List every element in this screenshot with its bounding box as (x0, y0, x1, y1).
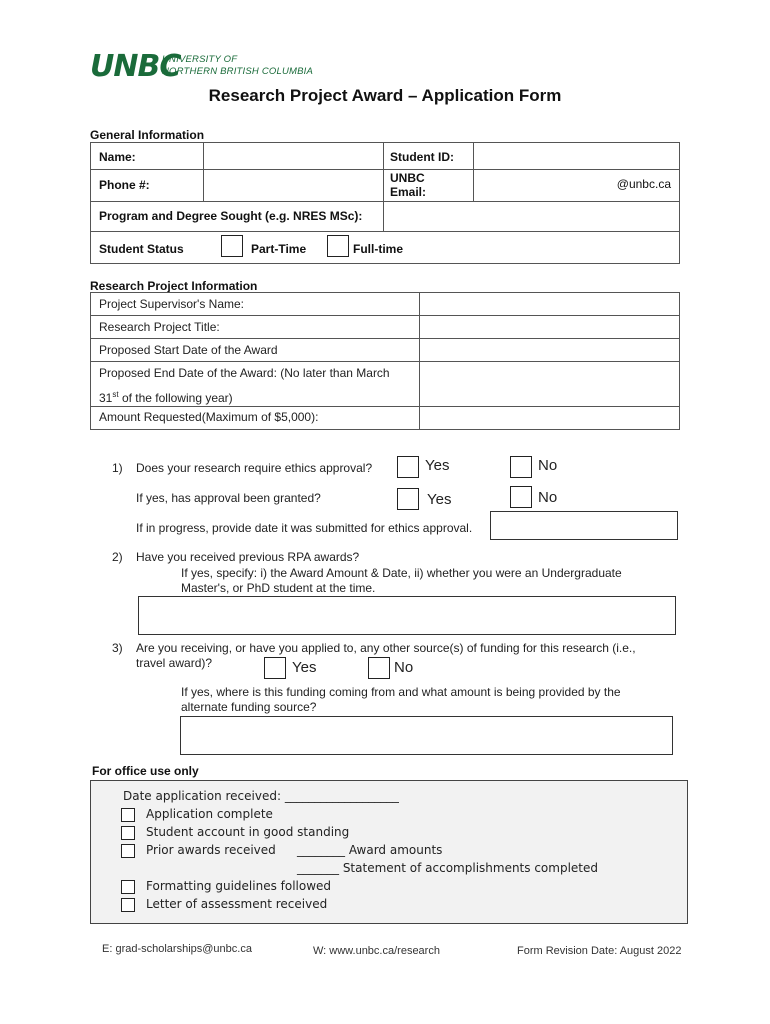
q3-no-label: No (394, 659, 414, 676)
q3-sub-text-2: alternate funding source? (181, 700, 317, 714)
phone-field[interactable] (204, 170, 383, 201)
application-complete-checkbox[interactable] (121, 808, 135, 822)
supervisor-label: Project Supervisor's Name: (99, 297, 245, 311)
q1-sub-text: If yes, has approval been granted? (136, 491, 321, 505)
q1-approved-yes-checkbox[interactable] (397, 488, 419, 510)
date-received-text: Date application received: ___________________ (123, 789, 399, 803)
formatting-checkbox[interactable] (121, 880, 135, 894)
start-date-field[interactable] (420, 339, 679, 361)
student-id-field[interactable] (474, 143, 679, 169)
end-date-field[interactable] (420, 362, 679, 406)
application-complete-label: Application complete (146, 807, 273, 821)
q3-text-2: travel award)? (136, 656, 213, 670)
logo-wordmark (162, 54, 313, 78)
project-title-field[interactable] (420, 316, 679, 338)
q2-text: Have you received previous RPA awards? (136, 550, 360, 564)
name-label: Name: (99, 150, 136, 164)
prior-rpa-field[interactable] (138, 596, 676, 635)
award-amounts-text: ________ Award amounts (297, 843, 443, 857)
name-field[interactable] (204, 143, 383, 169)
student-account-label: Student account in good standing (146, 825, 350, 839)
unbc-logo (90, 50, 330, 88)
statement-text: _______ Statement of accomplishments completed (297, 861, 598, 875)
prior-awards-checkbox[interactable] (121, 844, 135, 858)
q2-sub-text-2: Master's, or PhD student at the time. (181, 581, 376, 595)
other-funding-field[interactable] (180, 716, 673, 755)
logo-mark: UNBC (90, 49, 181, 84)
q2-sub-text-1: If yes, specify: i) the Award Amount & Date, ii) whether you were an Undergraduate (181, 566, 622, 580)
part-time-checkbox[interactable] (221, 235, 243, 257)
ethics-date-field[interactable] (490, 511, 678, 540)
unbc-email-label (390, 171, 426, 199)
program-field[interactable] (384, 202, 679, 231)
end-date-rest: of the following year) (121, 391, 233, 405)
q3-text-1: Are you receiving, or have you applied to, any other source(s) of funding for this research (i.e., (136, 641, 636, 655)
q1-no-checkbox[interactable] (510, 456, 532, 478)
q1-no-label: No (538, 457, 558, 474)
full-time-label: Full-time (353, 242, 403, 256)
program-label: Program and Degree Sought (e.g. NRES MSc): (99, 209, 363, 223)
end-date-num: 31 (99, 391, 113, 405)
email-suffix: @unbc.ca (616, 177, 671, 191)
end-date-sup: st (112, 390, 119, 399)
logo-line-1: UNIVERSITY OF (162, 54, 238, 65)
footer-revision: Form Revision Date: August 2022 (517, 945, 682, 957)
assessment-letter-label: Letter of assessment received (146, 897, 328, 911)
end-date-label-2 (99, 388, 233, 405)
research-info-heading: Research Project Information (90, 279, 258, 293)
q2-number: 2) (112, 550, 123, 564)
supervisor-field[interactable] (420, 293, 679, 315)
amount-field[interactable] (420, 407, 679, 429)
student-status-label: Student Status (99, 242, 184, 256)
full-time-checkbox[interactable] (327, 235, 349, 257)
q3-no-checkbox[interactable] (368, 657, 390, 679)
q1-number: 1) (112, 461, 123, 475)
q3-sub-text-1: If yes, where is this funding coming from and what amount is being provided by the (181, 685, 621, 699)
research-info-table (90, 292, 680, 430)
part-time-label: Part-Time (251, 242, 307, 256)
formatting-label: Formatting guidelines followed (146, 879, 332, 893)
logo-line-2: NORTHERN BRITISH COLUMBIA (162, 66, 314, 77)
q1-approved-yes-label: Yes (427, 491, 452, 508)
unbc-email-label-line2: Email: (390, 185, 427, 199)
q3-yes-checkbox[interactable] (264, 657, 286, 679)
student-account-checkbox[interactable] (121, 826, 135, 840)
footer-web: W: www.unbc.ca/research (313, 945, 440, 957)
form-title: Research Project Award – Application Form (208, 86, 562, 105)
q3-yes-label: Yes (292, 659, 317, 676)
office-use-box (90, 780, 688, 924)
project-title-label: Research Project Title: (99, 320, 220, 334)
q1-text: Does your research require ethics approval? (136, 461, 373, 475)
assessment-letter-checkbox[interactable] (121, 898, 135, 912)
general-info-table (90, 142, 680, 264)
q1-progress-text: If in progress, provide date it was submitted for ethics approval. (136, 521, 473, 535)
q1-approved-no-checkbox[interactable] (510, 486, 532, 508)
start-date-label: Proposed Start Date of the Award (99, 343, 278, 357)
phone-label: Phone #: (99, 178, 150, 192)
amount-label: Amount Requested(Maximum of $5,000): (99, 410, 319, 424)
q1-yes-label: Yes (425, 457, 450, 474)
q3-number: 3) (112, 641, 123, 655)
student-id-label: Student ID: (390, 150, 454, 164)
prior-awards-label: Prior awards received (146, 843, 276, 857)
unbc-email-label-line1: UNBC (390, 171, 425, 185)
q1-yes-checkbox[interactable] (397, 456, 419, 478)
general-info-heading: General Information (90, 128, 205, 142)
q1-approved-no-label: No (538, 489, 558, 506)
email-field[interactable] (474, 170, 679, 201)
office-heading: For office use only (92, 764, 199, 778)
end-date-label: Proposed End Date of the Award: (No later than March (99, 366, 390, 380)
footer-email: E: grad-scholarships@unbc.ca (102, 943, 252, 955)
